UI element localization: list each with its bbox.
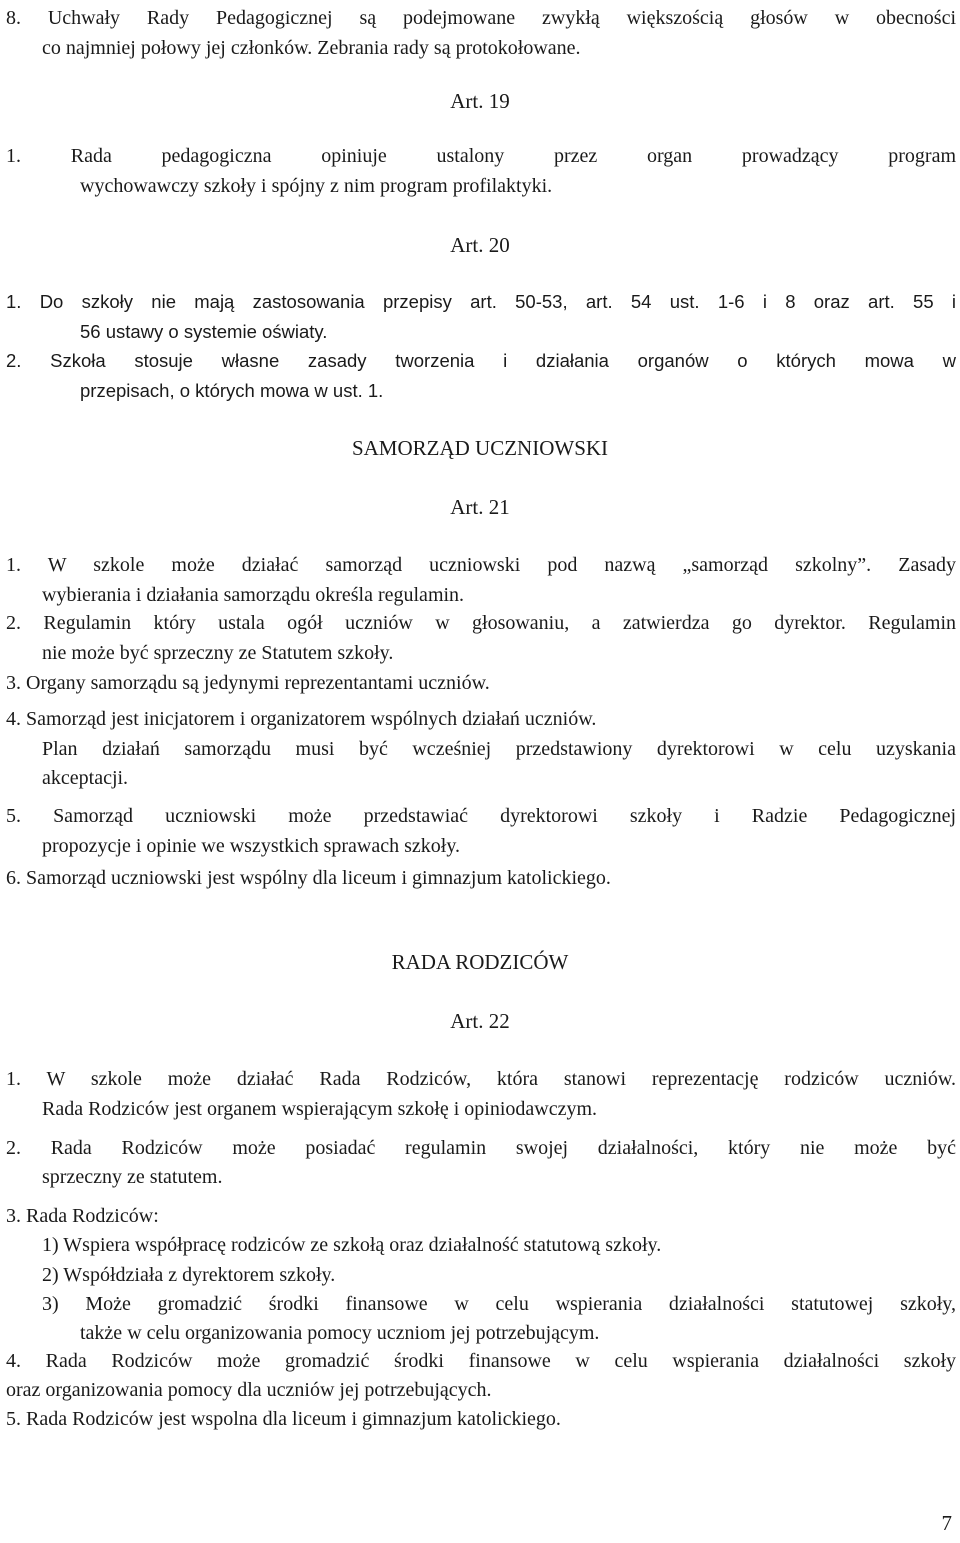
art21-point-6: 6. Samorząd uczniowski jest wspólny dla liceum i gimnazjum katolickiego. bbox=[6, 867, 611, 889]
art21-point-4-line-1: 4. Samorząd jest inicjatorem i organizatorem wspólnych działań uczniów. bbox=[6, 708, 597, 730]
art20-point-1-line-1: 1. Do szkoły nie mają zastosowania przepisy art. 50-53, art. 54 ust. 1-6 i 8 oraz art. 55 i bbox=[6, 291, 956, 312]
page-number: 7 bbox=[941, 1511, 952, 1535]
art21-point-1-line-2: wybierania i działania samorządu określa regulamin. bbox=[42, 584, 465, 606]
article-19-heading: Art. 19 bbox=[450, 89, 510, 113]
art22-point-3-sub-3-line-2: także w celu organizowania pomocy uczniom jej potrzebującym. bbox=[80, 1322, 600, 1344]
art22-point-2-line-1: 2. Rada Rodziców może posiadać regulamin swojej działalności, który nie może być bbox=[6, 1137, 956, 1159]
art22-point-4-line-1: 4. Rada Rodziców może gromadzić środki finansowe w celu wspierania działalności szkoły bbox=[6, 1350, 956, 1372]
art20-point-2-line-1: 2. Szkoła stosuje własne zasady tworzenia i działania organów o których mowa w bbox=[6, 350, 956, 371]
art22-point-3-sub-2: 2) Współdziała z dyrektorem szkoły. bbox=[42, 1264, 336, 1286]
art21-point-5-line-1: 5. Samorząd uczniowski może przedstawiać dyrektorowi szkoły i Radzie Pedagogicznej bbox=[6, 805, 956, 827]
art21-point-1-line-1: 1. W szkole może działać samorząd uczniowski pod nazwą „samorząd szkolny”. Zasady bbox=[6, 554, 956, 576]
art22-point-3: 3. Rada Rodziców: bbox=[6, 1205, 159, 1227]
art22-point-4-line-2: oraz organizowania pomocy dla uczniów jej potrzebujących. bbox=[6, 1379, 492, 1401]
art22-point-3-sub-3-line-1: 3) Może gromadzić środki finansowe w celu wspierania działalności statutowej szkoły, bbox=[42, 1293, 956, 1315]
art19-point-1-line-2: wychowawczy szkoły i spójny z nim program profilaktyki. bbox=[80, 175, 553, 197]
art22-point-2-line-2: sprzeczny ze statutem. bbox=[42, 1166, 223, 1188]
art21-point-4-line-3: akceptacji. bbox=[42, 767, 129, 789]
art20-point-1-line-2: 56 ustawy o systemie oświaty. bbox=[80, 321, 328, 342]
article-20-heading: Art. 20 bbox=[450, 233, 510, 257]
art21-point-3: 3. Organy samorządu są jedynymi reprezentantami uczniów. bbox=[6, 672, 490, 694]
point-8-line-1: 8. Uchwały Rady Pedagogicznej są podejmowane zwykłą większością głosów w obecności bbox=[6, 7, 956, 29]
art22-point-1-line-2: Rada Rodziców jest organem wspierającym szkołę i opiniodawczym. bbox=[42, 1098, 598, 1120]
art21-point-2-line-1: 2. Regulamin który ustala ogół uczniów w głosowaniu, a zatwierdza go dyrektor. Regulamin bbox=[6, 612, 956, 634]
art21-point-4-line-2: Plan działań samorządu musi być wcześniej przedstawiony dyrektorowi w celu uzyskania bbox=[42, 738, 956, 760]
art19-point-1-line-1: 1. Rada pedagogiczna opiniuje ustalony przez organ prowadzący program bbox=[6, 145, 956, 167]
art20-point-2-line-2: przepisach, o których mowa w ust. 1. bbox=[80, 380, 384, 401]
section-heading-samorzad: SAMORZĄD UCZNIOWSKI bbox=[351, 436, 609, 460]
article-21-heading: Art. 21 bbox=[450, 495, 510, 519]
art21-point-2-line-2: nie może być sprzeczny ze Statutem szkoły. bbox=[42, 642, 394, 664]
art22-point-5: 5. Rada Rodziców jest wspolna dla liceum i gimnazjum katolickiego. bbox=[6, 1408, 561, 1430]
article-22-heading: Art. 22 bbox=[450, 1009, 510, 1033]
art22-point-1-line-1: 1. W szkole może działać Rada Rodziców, która stanowi reprezentację rodziców uczniów. bbox=[6, 1068, 956, 1090]
point-8-line-2: co najmniej połowy jej członków. Zebrania rady są protokołowane. bbox=[42, 37, 581, 59]
art21-point-5-line-2: propozycje i opinie we wszystkich sprawach szkoły. bbox=[42, 835, 461, 857]
section-heading-rada-rodzicow: RADA RODZICÓW bbox=[391, 950, 569, 974]
art22-point-3-sub-1: 1) Wspiera współpracę rodziców ze szkołą oraz działalność statutową szkoły. bbox=[42, 1234, 662, 1256]
